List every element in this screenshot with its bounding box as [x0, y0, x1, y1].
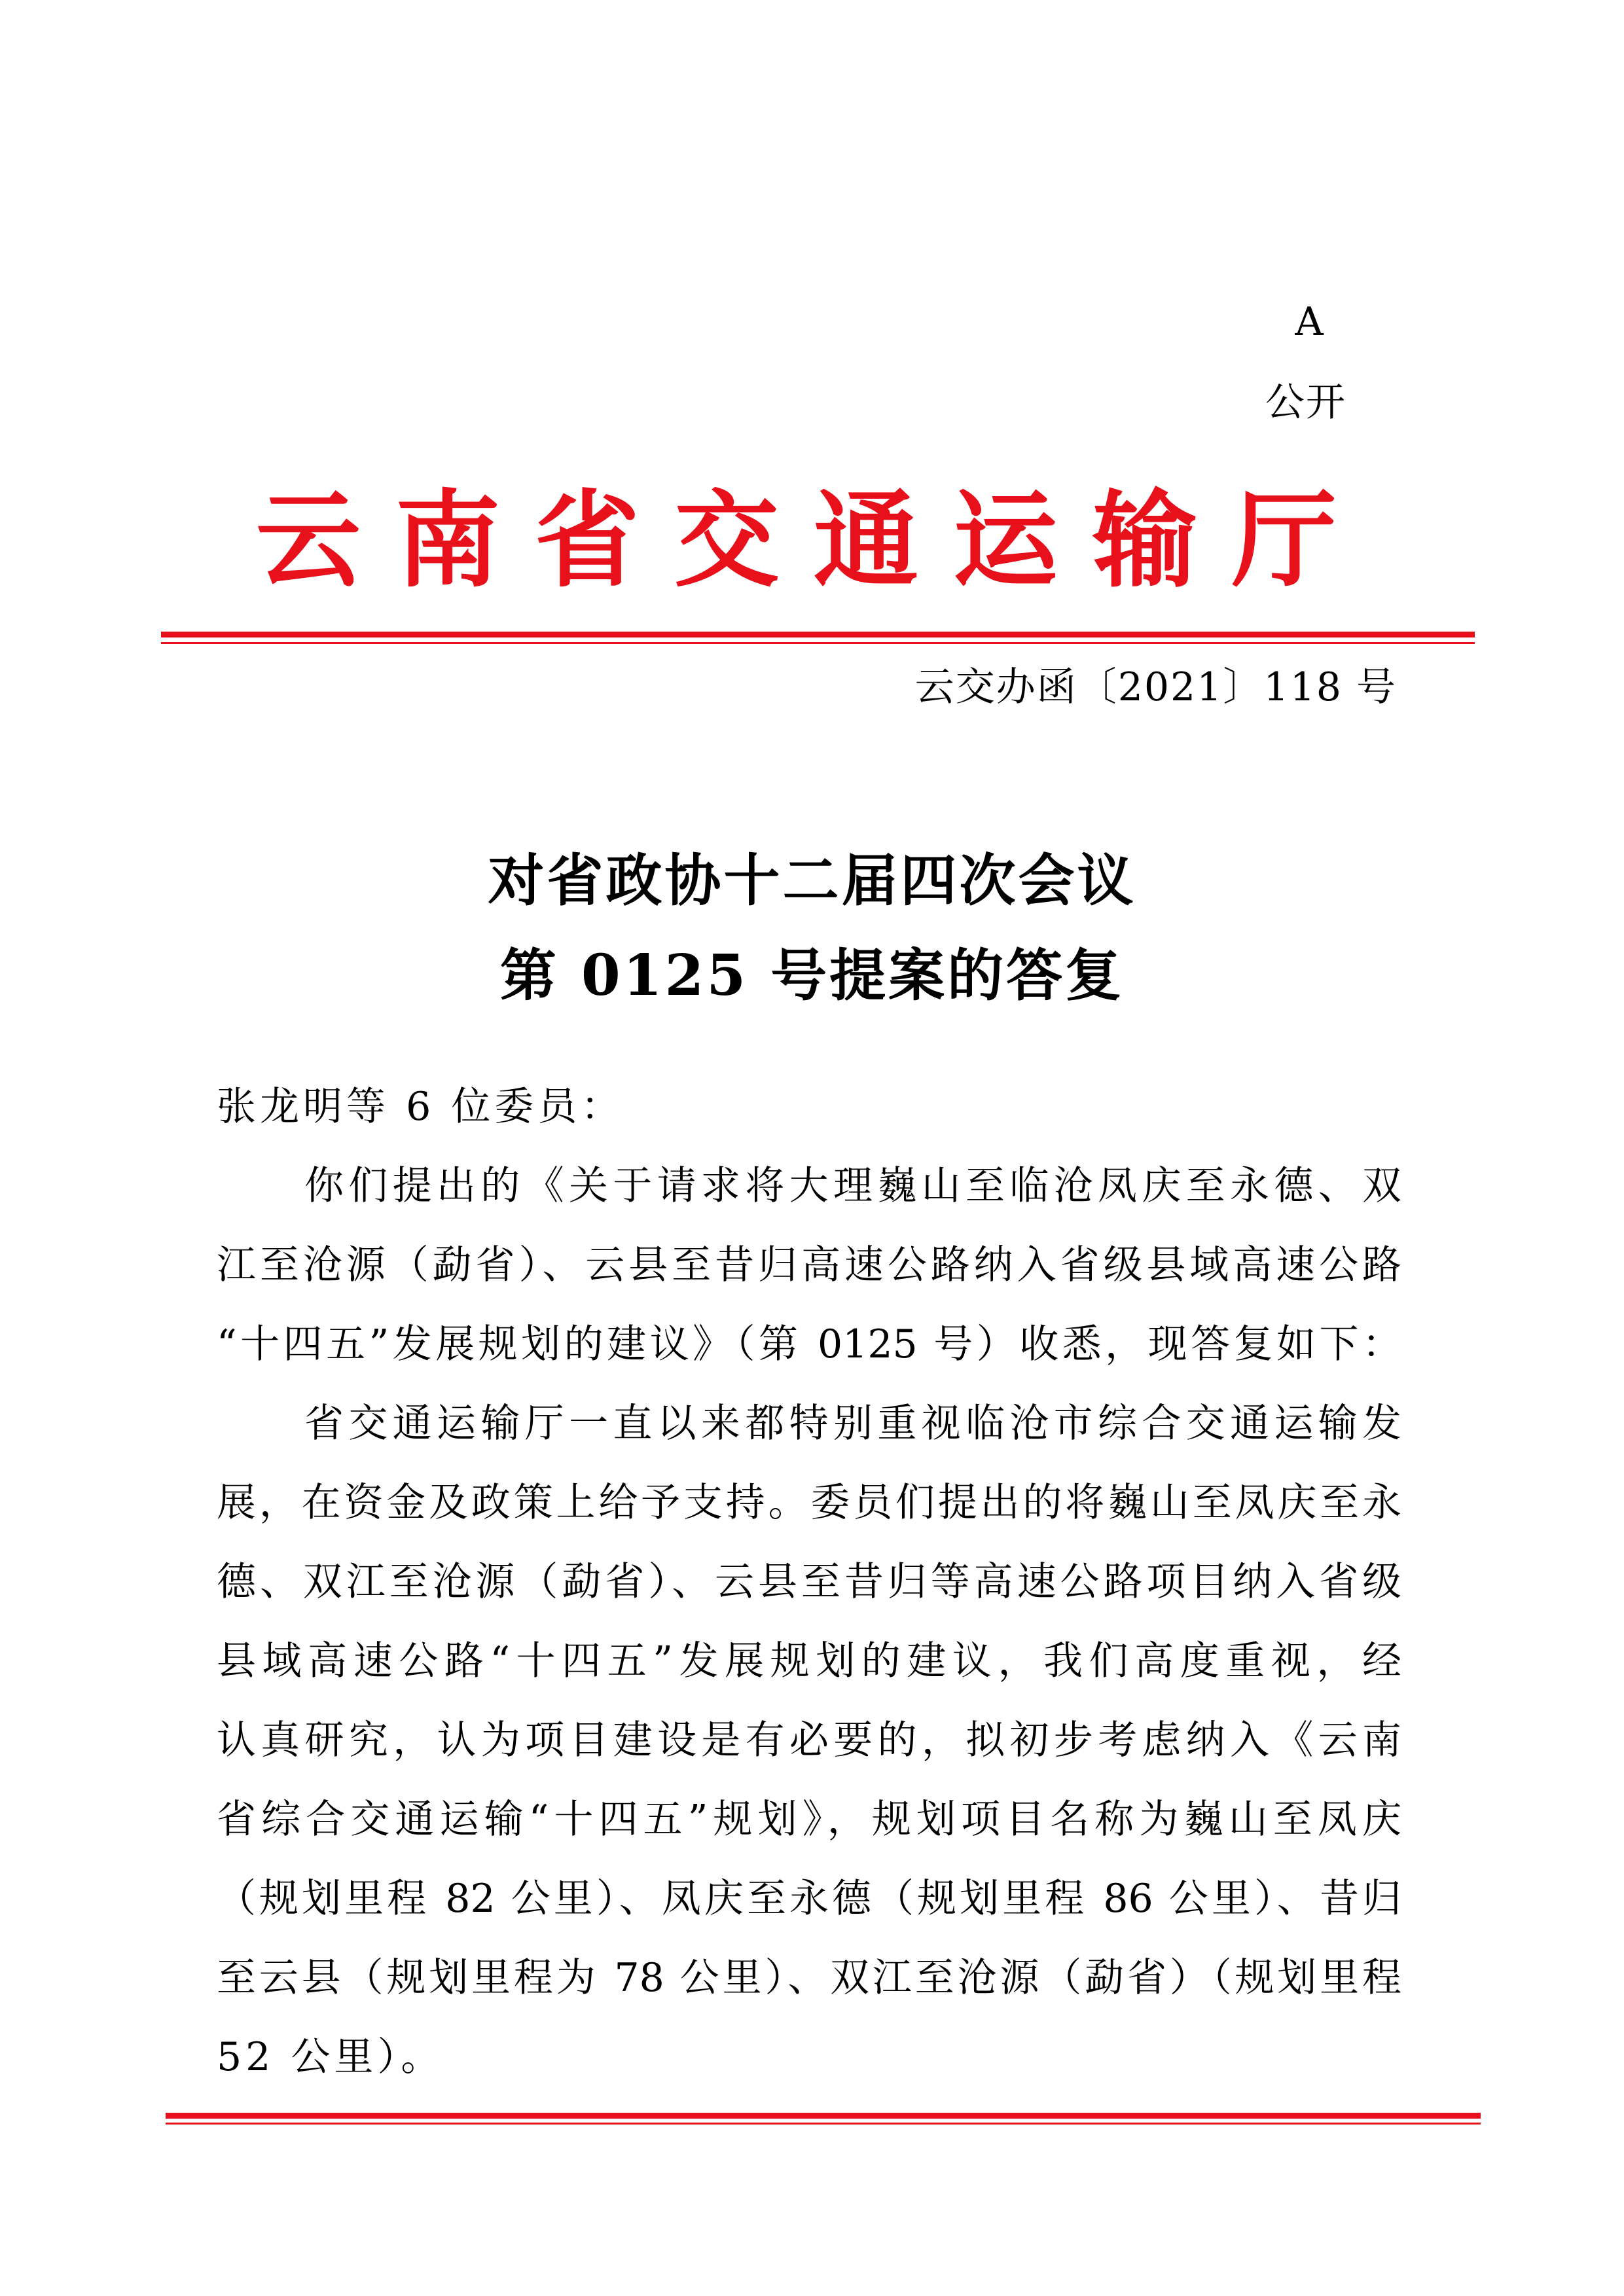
paragraph-line: 至云县（规划里程为 78 公里）、双江至沧源（勐省）（规划里程 — [217, 1955, 1401, 2001]
footer-red-rule-thin — [166, 2123, 1481, 2125]
paragraph-line: 德、双江至沧源（勐省）、云县至昔归等高速公路项目纳入省级 — [217, 1559, 1401, 1605]
title-line-1: 对省政协十二届四次会议 — [488, 848, 1136, 914]
masthead-red-rule-thin — [161, 642, 1475, 644]
document-body — [217, 1067, 1401, 2097]
document-number: 云交办函〔2021〕118 号 — [914, 664, 1397, 710]
paragraph-line: （规划里程 82 公里）、凤庆至永德（规划里程 86 公里）、昔归 — [217, 1876, 1401, 1922]
issuer-masthead: 云南省交通运输厅 — [256, 478, 1372, 601]
paragraph-line: 52 公里）。 — [217, 2034, 444, 2080]
paragraph-line: 展，在资金及政策上给予支持。委员们提出的将巍山至凤庆至永 — [217, 1480, 1401, 1526]
salutation: 张龙明等 6 位委员： — [217, 1084, 624, 1130]
paragraph-line: 你们提出的《关于请求将大理巍山至临沧凤庆至永德、双 — [304, 1163, 1401, 1209]
document-title — [0, 833, 1624, 1023]
paragraph-line: 江至沧源（勐省）、云县至昔归高速公路纳入省级县域高速公路 — [217, 1242, 1401, 1288]
paragraph-line: “十四五”发展规划的建议》（第 0125 号）收悉，现答复如下： — [217, 1321, 1401, 1367]
paragraph-line: 认真研究，认为项目建设是有必要的，拟初步考虑纳入《云南 — [217, 1717, 1401, 1763]
paragraph-line: 省综合交通运输“十四五”规划》，规划项目名称为巍山至凤庆 — [217, 1797, 1401, 1842]
masthead-red-rule-thick — [161, 632, 1475, 637]
paragraph-1 — [217, 1147, 1401, 1384]
title-line-2: 第 0125 号提案的答复 — [499, 942, 1125, 1009]
disclosure-status: 公开 — [1265, 380, 1346, 425]
footer-red-rule-thick — [166, 2113, 1481, 2119]
paragraph-2 — [217, 1384, 1401, 2097]
paragraph-line: 县域高速公路“十四五”发展规划的建议，我们高度重视，经 — [217, 1638, 1401, 1684]
classification-mark: A — [1295, 299, 1324, 345]
paragraph-line: 省交通运输厅一直以来都特别重视临沧市综合交通运输发 — [304, 1401, 1401, 1446]
